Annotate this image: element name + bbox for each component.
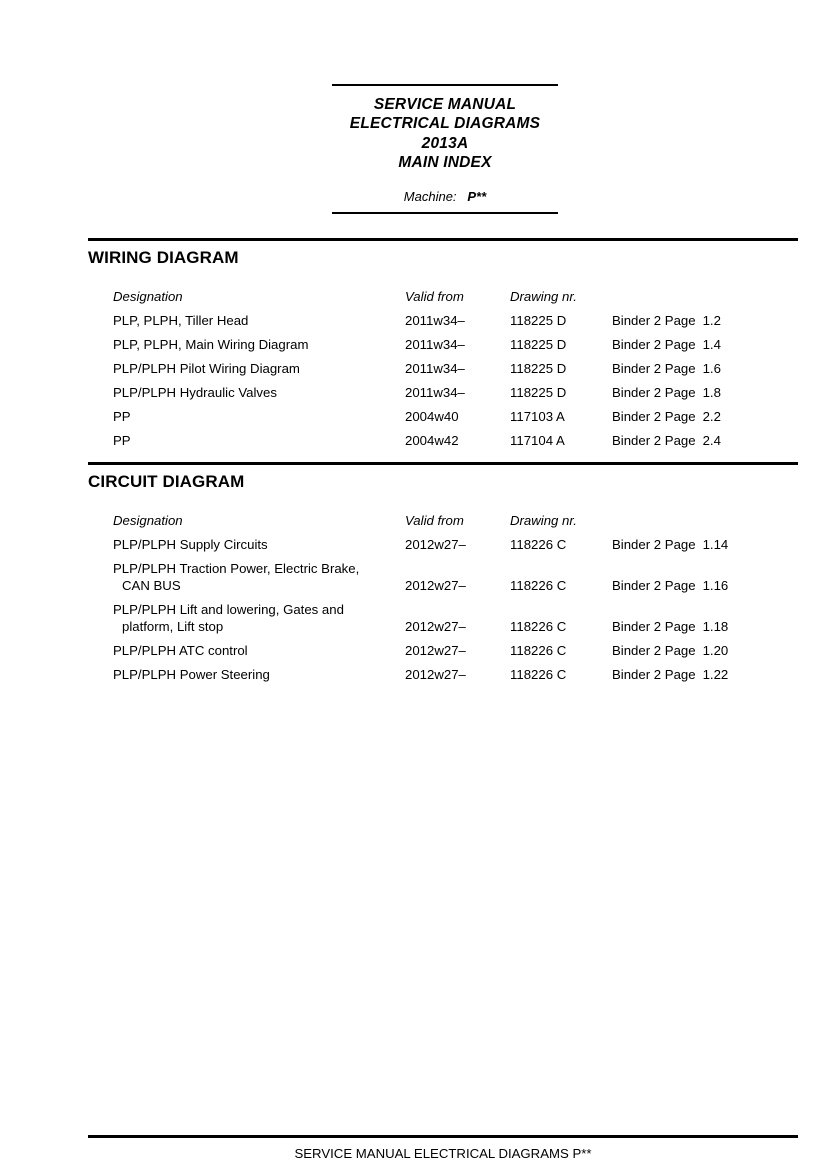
binder-label: Binder 2 Page	[612, 619, 696, 634]
column-header-drawing-nr: Drawing nr.	[510, 289, 577, 304]
table-row	[113, 429, 798, 453]
cell-designation: PLP, PLPH, Main Wiring Diagram	[113, 337, 309, 352]
binder-page-number: 1.18	[702, 619, 729, 634]
cell-location	[612, 642, 728, 659]
wiring-diagram-table	[113, 285, 798, 453]
cell-location	[612, 666, 728, 683]
binder-label: Binder 2 Page	[612, 537, 696, 552]
cell-drawing-nr: 118225 D	[510, 337, 567, 352]
section-rule	[88, 238, 798, 241]
cell-drawing-nr: 118226 C	[510, 667, 567, 682]
section-rule	[88, 462, 798, 465]
cell-valid-from: 2004w40	[405, 409, 459, 424]
binder-page-number: 1.14	[702, 537, 729, 552]
table-row	[113, 333, 798, 357]
cell-designation: PLP/PLPH Power Steering	[113, 667, 270, 682]
cell-location	[612, 384, 721, 401]
cell-valid-from: 2012w27–	[405, 667, 466, 682]
machine-value: P**	[467, 189, 487, 205]
table-row	[113, 557, 798, 598]
designation-line-1: PLP/PLPH Lift and lowering, Gates and	[113, 602, 344, 617]
cell-designation	[113, 601, 344, 635]
machine-row	[332, 189, 558, 204]
table-row	[113, 533, 798, 557]
cell-valid-from: 2012w27–	[405, 537, 466, 552]
binder-label: Binder 2 Page	[612, 433, 696, 448]
title-line-4: MAIN INDEX	[398, 153, 492, 171]
table-row	[113, 309, 798, 333]
cell-valid-from: 2011w34–	[405, 385, 465, 400]
cell-location	[612, 360, 721, 377]
cell-drawing-nr: 117104 A	[510, 433, 565, 448]
cell-location	[612, 618, 728, 635]
binder-label: Binder 2 Page	[612, 361, 696, 376]
binder-page-number: 2.2	[702, 409, 721, 424]
column-header-valid-from: Valid from	[405, 513, 464, 528]
table-row	[113, 405, 798, 429]
column-header-valid-from: Valid from	[405, 289, 464, 304]
cell-drawing-nr: 118226 C	[510, 537, 567, 552]
cell-valid-from: 2011w34–	[405, 361, 465, 376]
cell-drawing-nr: 118225 D	[510, 313, 567, 328]
binder-page-number: 1.6	[702, 361, 721, 376]
binder-page-number: 1.22	[702, 667, 729, 682]
cell-drawing-nr: 118226 C	[510, 578, 567, 593]
footer-rule	[88, 1135, 798, 1138]
binder-page-number: 1.4	[702, 337, 721, 352]
cell-drawing-nr: 118225 D	[510, 385, 567, 400]
table-row	[113, 663, 798, 687]
binder-page-number: 1.8	[702, 385, 721, 400]
cell-drawing-nr: 117103 A	[510, 409, 565, 424]
circuit-diagram-table	[113, 509, 798, 687]
cell-drawing-nr: 118225 D	[510, 361, 567, 376]
cell-location	[612, 536, 728, 553]
cell-location	[612, 336, 721, 353]
cell-designation	[113, 560, 359, 594]
title-line-1: SERVICE MANUAL	[373, 96, 517, 113]
cell-location	[612, 432, 721, 449]
section-wiring-diagram	[88, 238, 798, 453]
title-line-3: 2013A	[421, 134, 469, 152]
page-footer	[88, 1135, 798, 1161]
cell-valid-from: 2012w27–	[405, 643, 466, 658]
binder-label: Binder 2 Page	[612, 313, 696, 328]
cell-valid-from: 2012w27–	[405, 619, 466, 634]
table-header-row	[113, 285, 798, 309]
table-row	[113, 639, 798, 663]
section-heading: WIRING DIAGRAM	[88, 248, 239, 267]
cell-designation: PP	[113, 433, 131, 448]
column-header-designation: Designation	[113, 289, 183, 304]
designation-line-1: PLP/PLPH Traction Power, Electric Brake,	[113, 561, 360, 576]
designation-line-2: CAN BUS	[122, 578, 181, 593]
cell-designation: PLP, PLPH, Tiller Head	[113, 313, 249, 328]
table-row	[113, 357, 798, 381]
title-block	[332, 84, 558, 214]
binder-page-number: 1.20	[702, 643, 729, 658]
binder-label: Binder 2 Page	[612, 409, 696, 424]
binder-label: Binder 2 Page	[612, 337, 696, 352]
cell-location	[612, 577, 728, 594]
column-header-designation: Designation	[113, 513, 183, 528]
cell-location	[612, 312, 721, 329]
section-circuit-diagram	[88, 462, 798, 687]
table-header-row	[113, 509, 798, 533]
section-heading: CIRCUIT DIAGRAM	[88, 472, 245, 491]
binder-label: Binder 2 Page	[612, 643, 696, 658]
binder-page-number: 1.16	[702, 578, 729, 593]
cell-valid-from: 2012w27–	[405, 578, 466, 593]
column-header-drawing-nr: Drawing nr.	[510, 513, 577, 528]
binder-page-number: 2.4	[702, 433, 721, 448]
cell-designation: PLP/PLPH Hydraulic Valves	[113, 385, 277, 400]
binder-page-number: 1.2	[702, 313, 721, 328]
cell-valid-from: 2011w34–	[405, 337, 465, 352]
cell-location	[612, 408, 721, 425]
cell-designation: PLP/PLPH ATC control	[113, 643, 248, 658]
cell-drawing-nr: 118226 C	[510, 643, 567, 658]
machine-label: Machine:	[403, 189, 457, 205]
footer-text: SERVICE MANUAL ELECTRICAL DIAGRAMS P**	[294, 1146, 592, 1161]
title-line-2: ELECTRICAL DIAGRAMS	[349, 115, 541, 133]
binder-label: Binder 2 Page	[612, 385, 696, 400]
binder-label: Binder 2 Page	[612, 578, 696, 593]
designation-line-2: platform, Lift stop	[122, 619, 224, 634]
table-row	[113, 598, 798, 639]
cell-designation: PP	[113, 409, 131, 424]
table-row	[113, 381, 798, 405]
cell-valid-from: 2011w34–	[405, 313, 465, 328]
cell-valid-from: 2004w42	[405, 433, 459, 448]
cell-designation: PLP/PLPH Pilot Wiring Diagram	[113, 361, 300, 376]
binder-label: Binder 2 Page	[612, 667, 696, 682]
cell-drawing-nr: 118226 C	[510, 619, 567, 634]
cell-designation: PLP/PLPH Supply Circuits	[113, 537, 268, 552]
